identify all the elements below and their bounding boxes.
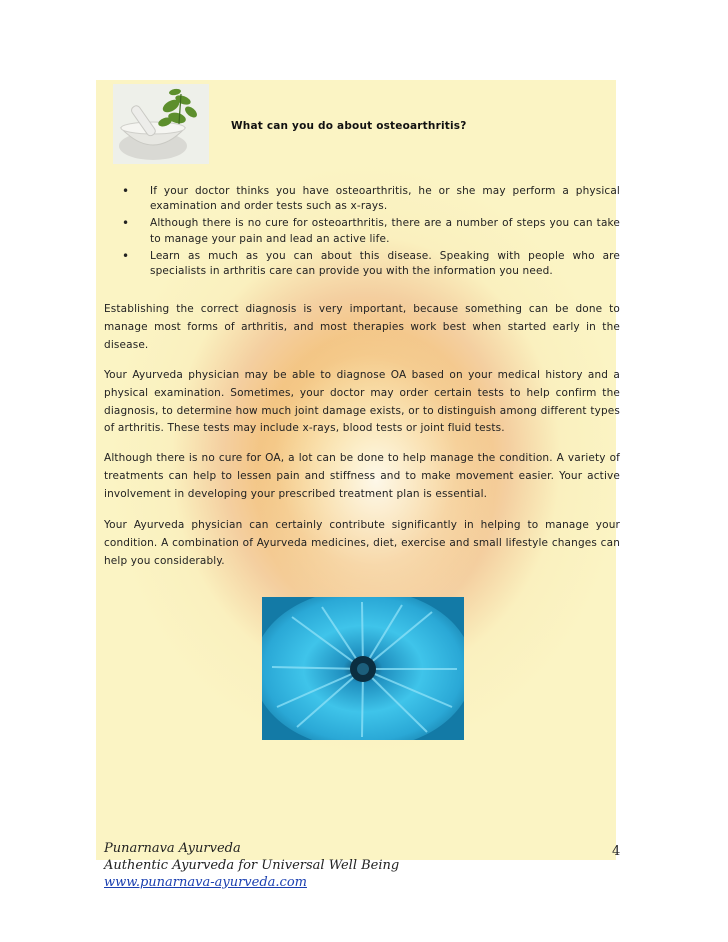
list-item: • If your doctor thinks you have osteoarthritis, he or she may perform a physical examination and order tests such as x-rays.	[122, 184, 620, 213]
herb-mortar-pestle-photo	[113, 84, 209, 164]
bullet-list	[104, 184, 620, 281]
section-title: What can you do about osteoarthritis?	[231, 120, 467, 132]
paragraph-tests: Your Ayurveda physician may be able to diagnose OA based on your medical history and a physical examination. Sometimes, your doctor may order certain tests to help confirm the diagnosis, to determine how much joint damage exists, or to distinguish among different types of arthritis. These tests may include x-rays, blood tests or joint fluid tests.	[104, 369, 620, 435]
blue-chrysanthemum-photo	[262, 597, 464, 740]
footer-tagline: Authentic Ayurveda for Universal Well Being	[104, 858, 400, 873]
footer-brand: Punarnava Ayurveda	[104, 841, 241, 856]
bullet-icon: •	[122, 184, 130, 198]
paragraph-diagnosis: Establishing the correct diagnosis is very important, because something can be done to manage most forms of arthritis, and most therapies work best when started early in the disease.	[104, 303, 620, 351]
list-item: • Although there is no cure for osteoarthritis, there are a number of steps you can take to manage your pain and lead an active life.	[122, 216, 620, 245]
bullet-icon: •	[122, 248, 130, 263]
bullet-icon: •	[122, 216, 130, 231]
paragraph-physician: Your Ayurveda physician can certainly contribute significantly in helping to manage your condition. A combination of Ayurveda medicines, diet, exercise and small lifestyle changes can help you considerably.	[104, 519, 620, 567]
footer-website-link[interactable]: www.punarnava-ayurveda.com	[104, 875, 307, 890]
paragraph-treatment: Although there is no cure for OA, a lot can be done to help manage the condition. A variety of treatments can help to lessen pain and stiffness and to make movement easier. Your active involvement in developing your prescribed treatment plan is essential.	[104, 452, 620, 500]
list-item: • Learn as much as you can about this disease. Speaking with people who are specialists in arthritis care can provide you with the information you need.	[122, 248, 620, 278]
page-footer	[104, 840, 624, 891]
page-number: 4	[612, 844, 621, 859]
